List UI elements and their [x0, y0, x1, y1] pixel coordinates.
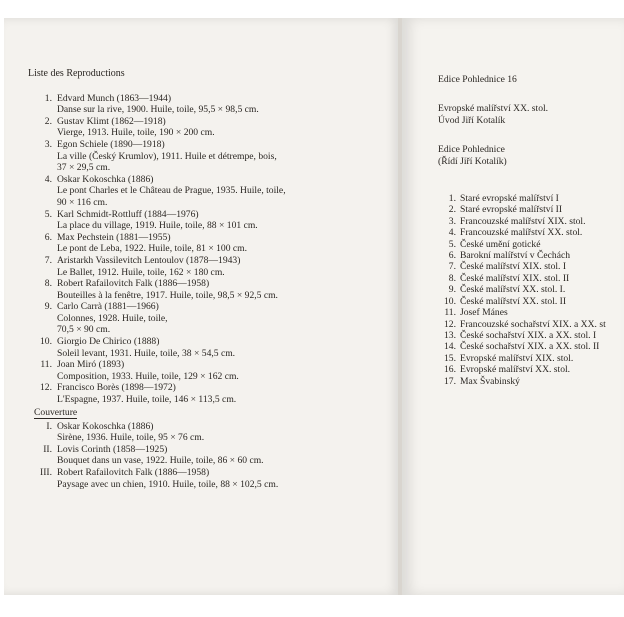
cover-heading: Couverture — [34, 406, 78, 418]
series-title: České malířství XIX. stol. I — [460, 261, 567, 273]
item-number: 1. — [448, 193, 456, 205]
item-body — [57, 209, 388, 232]
artist-name: Aristarkh Vassilevitch Lentoulov (1878—1943) — [57, 254, 241, 266]
list-item — [28, 116, 388, 139]
series-title: Barokní malířství v Čechách — [460, 250, 571, 262]
item-body — [57, 174, 388, 209]
item-number: 11. — [40, 359, 52, 371]
artwork-details: Danse sur la rive, 1900. Huile, toile, 95,5 × 98,5 cm. — [57, 104, 259, 116]
book-title: Evropské malířství XX. stol. — [438, 103, 549, 115]
item-number: III. — [40, 467, 52, 478]
item-number: 8. — [44, 278, 52, 290]
reproduction-entries — [28, 93, 388, 406]
series-list — [438, 193, 624, 387]
list-item — [438, 364, 624, 375]
list-item — [438, 193, 624, 204]
list-item — [438, 284, 624, 295]
artwork-details: Bouteilles à la fenêtre, 1917. Huile, toile, 98,5 × 92,5 cm. — [57, 289, 278, 301]
series-title: České sochařství XIX. a XX. stol. I — [460, 329, 597, 341]
list-item — [438, 341, 624, 352]
reproductions-list — [28, 68, 388, 490]
list-item — [438, 204, 624, 215]
item-number: 2. — [44, 115, 52, 127]
item-number: 5. — [44, 208, 52, 220]
list-item — [28, 301, 388, 336]
artist-name: Gustav Klimt (1862—1918) — [57, 115, 166, 127]
item-number: 15. — [444, 352, 456, 364]
list-item — [28, 255, 388, 278]
item-number: 7. — [448, 261, 456, 273]
artist-name: Carlo Carrà (1881—1966) — [57, 301, 159, 313]
artist-name: Lovis Corinth (1858—1925) — [57, 443, 168, 455]
series-title: Evropské malířství XIX. stol. — [460, 352, 574, 364]
series-editor: (Řídí Jiří Kotalík) — [438, 155, 507, 167]
list-item — [28, 421, 388, 444]
edition-info — [438, 74, 624, 387]
list-item — [438, 307, 624, 318]
item-number: 16. — [444, 364, 456, 376]
item-number: 5. — [448, 238, 456, 250]
artwork-details: Sirène, 1936. Huile, toile, 95 × 76 cm. — [57, 432, 205, 444]
artwork-details: Soleil levant, 1931. Huile, toile, 38 × 54,5 cm. — [57, 347, 236, 359]
artwork-dimensions: 90 × 116 cm. — [57, 196, 108, 208]
artwork-details: Le Ballet, 1912. Huile, toile, 162 × 180 cm. — [57, 266, 225, 278]
list-item — [28, 467, 388, 490]
item-body — [57, 93, 388, 116]
item-body — [57, 139, 388, 174]
artwork-dimensions: 70,5 × 90 cm. — [57, 324, 111, 336]
item-body — [57, 444, 388, 467]
series-title: Staré evropské malířství II — [460, 204, 563, 216]
artwork-details: Le pont Charles et le Château de Prague, 1935. Huile, toile, — [57, 185, 286, 197]
item-body — [57, 336, 388, 359]
list-item — [28, 174, 388, 209]
list-item — [438, 261, 624, 272]
artwork-details: La place du village, 1919. Huile, toile, 88 × 101 cm. — [57, 220, 258, 232]
item-number: 14. — [444, 341, 456, 353]
item-body — [57, 359, 388, 382]
item-number: 9. — [448, 284, 456, 296]
item-number: 9. — [44, 301, 52, 313]
artwork-details: Vierge, 1913. Huile, toile, 190 × 200 cm. — [57, 127, 215, 139]
item-number: 12. — [40, 382, 52, 394]
item-number: 1. — [44, 92, 52, 104]
list-item — [28, 382, 388, 405]
series-title: České malířství XX. stol. II — [460, 295, 567, 307]
list-item — [28, 359, 388, 382]
item-number: 6. — [44, 231, 52, 243]
artwork-details: La ville (Český Krumlov), 1911. Huile et détrempe, bois, — [57, 150, 277, 162]
series-title: Francouzské sochařství XIX. a XX. st — [460, 318, 606, 330]
artist-name: Francisco Borès (1898—1972) — [57, 382, 176, 394]
list-item — [28, 209, 388, 232]
list-item — [438, 319, 624, 330]
list-item — [438, 216, 624, 227]
artist-name: Egon Schiele (1890—1918) — [57, 138, 165, 150]
item-number: I. — [46, 420, 52, 432]
list-item — [28, 336, 388, 359]
cover-entries — [28, 421, 388, 491]
item-body — [57, 278, 388, 301]
item-body — [57, 116, 388, 139]
series-title: České umění gotické — [460, 238, 541, 250]
artwork-details: Paysage avec un chien, 1910. Huile, toile, 88 × 102,5 cm. — [57, 478, 279, 490]
artist-name: Oskar Kokoschka (1886) — [57, 173, 154, 185]
list-item — [438, 353, 624, 364]
item-number: 2. — [448, 204, 456, 216]
list-item — [28, 232, 388, 255]
item-body — [57, 382, 388, 405]
item-number: 13. — [444, 329, 456, 341]
item-number: 11. — [444, 307, 456, 319]
series-name: Edice Pohlednice — [438, 144, 505, 156]
list-item — [438, 227, 624, 238]
item-number: 8. — [448, 272, 456, 284]
artist-name: Edvard Munch (1863—1944) — [57, 92, 172, 104]
artwork-details: Colonnes, 1928. Huile, toile, — [57, 312, 168, 324]
artist-name: Robert Rafailovitch Falk (1886—1958) — [57, 278, 210, 290]
artist-name: Giorgio De Chirico (1888) — [57, 336, 160, 348]
artwork-dimensions: 37 × 29,5 cm. — [57, 162, 111, 174]
item-body — [57, 467, 388, 490]
artwork-details: Bouquet dans un vase, 1922. Huile, toile, 86 × 60 cm. — [57, 455, 264, 467]
item-number: 6. — [448, 250, 456, 262]
artwork-details: Le pont de Leba, 1922. Huile, toile, 81 × 100 cm. — [57, 243, 248, 255]
artist-name: Joan Miró (1893) — [57, 359, 125, 371]
item-number: II. — [43, 443, 52, 455]
artist-name: Karl Schmidt-Rottluff (1884—1976) — [57, 208, 199, 220]
list-item — [28, 444, 388, 467]
item-number: 10. — [40, 336, 52, 348]
series-title: Max Švabinský — [460, 375, 520, 387]
list-item — [438, 250, 624, 261]
list-item — [28, 139, 388, 174]
artist-name: Robert Rafailovitch Falk (1886—1958) — [57, 467, 210, 478]
item-body — [57, 301, 388, 336]
list-item — [28, 93, 388, 116]
reproductions-heading: Liste des Reproductions — [28, 68, 125, 79]
item-number: 3. — [44, 138, 52, 150]
list-item — [438, 296, 624, 307]
list-item — [438, 330, 624, 341]
item-body — [57, 232, 388, 255]
series-title: České malířství XIX. stol. II — [460, 272, 570, 284]
book-intro: Úvod Jiří Kotalík — [438, 114, 506, 126]
edition-label: Edice Pohlednice 16 — [438, 74, 517, 85]
list-item — [438, 239, 624, 250]
item-body — [57, 421, 388, 444]
item-number: 4. — [448, 227, 456, 239]
list-item — [438, 376, 624, 387]
item-body — [57, 255, 388, 278]
series-title: České malířství XX. stol. I. — [460, 284, 566, 296]
item-number: 12. — [444, 318, 456, 330]
item-number: 4. — [44, 173, 52, 185]
artwork-details: Composition, 1933. Huile, toile, 129 × 162 cm. — [57, 370, 239, 382]
series-title: Francouzské malířství XX. stol. — [460, 227, 583, 239]
item-number: 10. — [444, 295, 456, 307]
item-number: 3. — [448, 215, 456, 227]
series-title: Staré evropské malířství I — [460, 193, 559, 205]
artist-name: Oskar Kokoschka (1886) — [57, 420, 154, 432]
series-title: České sochařství XIX. a XX. stol. II — [460, 341, 600, 353]
item-number: 17. — [444, 375, 456, 387]
series-title: Josef Mánes — [460, 307, 508, 319]
artist-name: Max Pechstein (1881—1955) — [57, 231, 171, 243]
series-title: Evropské malířství XX. stol. — [460, 364, 571, 376]
series-title: Francouzské malířství XIX. stol. — [460, 215, 586, 227]
list-item — [438, 273, 624, 284]
list-item — [28, 278, 388, 301]
artwork-details: L'Espagne, 1937. Huile, toile, 146 × 113,5 cm. — [57, 394, 237, 406]
item-number: 7. — [44, 254, 52, 266]
